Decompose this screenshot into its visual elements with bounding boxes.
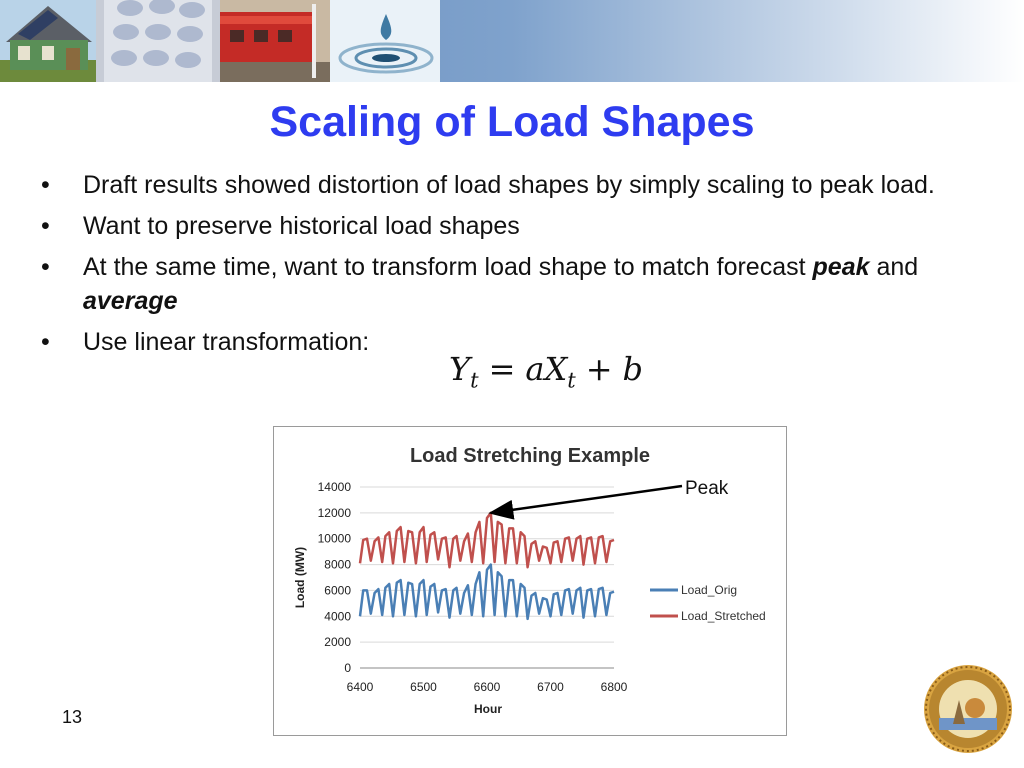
x-tick-label: 6400: [346, 680, 374, 694]
page-number: 13: [62, 707, 83, 727]
slide-title: Scaling of Load Shapes: [269, 98, 755, 146]
formula-subscript: t: [567, 368, 576, 393]
y-tick-label: 10000: [317, 531, 351, 546]
california-puc-seal-icon: [923, 664, 1013, 754]
peak-label: Peak: [685, 478, 729, 499]
formula-subscript: t: [470, 368, 479, 393]
y-tick-label: 14000: [317, 480, 351, 494]
peak-arrow: [491, 486, 682, 513]
bullet-text: At the same time, want to transform load shape to match forecast: [83, 253, 813, 281]
x-tick-label: 6600: [473, 680, 501, 694]
bullet-text: and: [869, 253, 919, 281]
y-axis-label: Load (MW): [293, 546, 307, 609]
y-tick-label: 2000: [324, 635, 351, 650]
bullet-item: • Use linear transformation:: [40, 325, 1000, 359]
y-tick-label: 4000: [324, 609, 351, 624]
y-tick-label: 12000: [317, 505, 351, 520]
y-tick-label: 0: [344, 661, 351, 675]
formula-equals: =: [488, 350, 516, 388]
x-tick-label: 6700: [537, 680, 564, 694]
y-tick-label: 6000: [324, 583, 351, 598]
legend-label: Load_Stretched: [681, 609, 766, 623]
x-tick-label: 6500: [410, 680, 437, 694]
bullet-item: • Want to preserve historical load shapes: [40, 209, 1000, 243]
average-emphasis: average: [83, 287, 178, 315]
formula-ax: aX: [525, 350, 568, 388]
chart-title: Load Stretching Example: [409, 445, 651, 467]
formula-plus: +: [585, 350, 613, 388]
bullet-item: • Draft results showed distortion of load shapes by simply scaling to peak load.: [40, 168, 1000, 202]
formula-y: Y: [449, 350, 471, 388]
x-axis-label: Hour: [474, 702, 502, 716]
legend-label: Load_Orig: [681, 583, 738, 597]
x-tick-label: 6800: [600, 680, 628, 694]
y-tick-label: 8000: [324, 557, 351, 572]
formula-b: b: [622, 350, 643, 388]
peak-emphasis: peak: [812, 253, 870, 281]
